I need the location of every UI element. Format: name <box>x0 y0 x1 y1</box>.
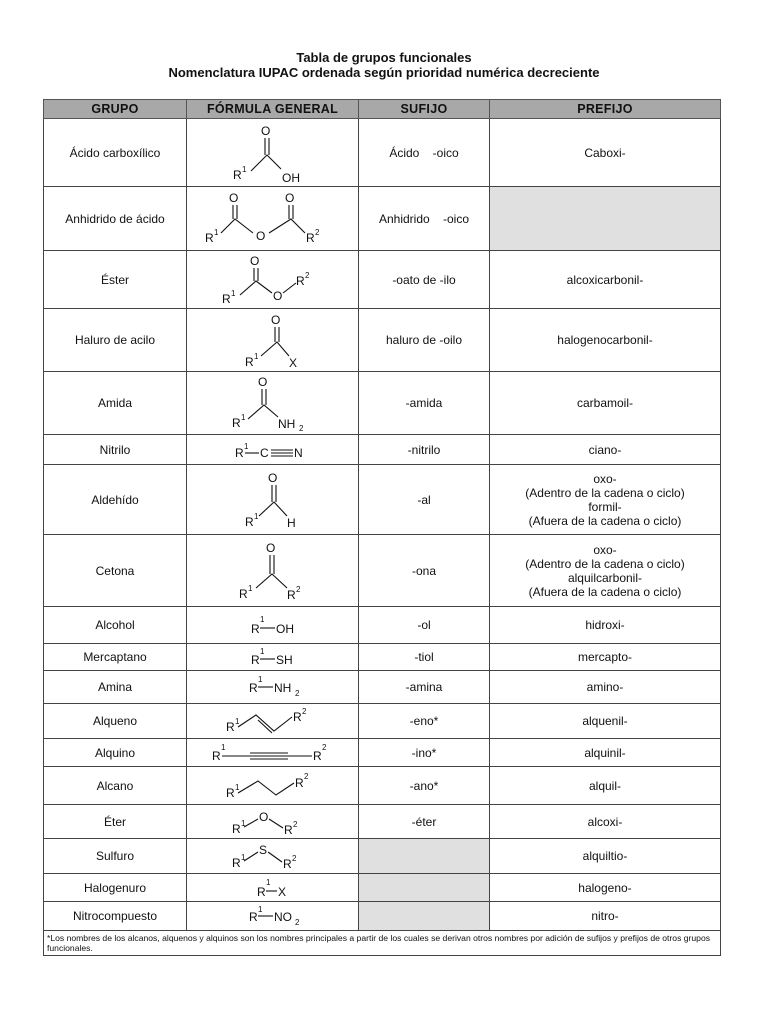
atom-label: O <box>249 253 259 268</box>
atom-label: 2 <box>303 771 308 781</box>
grupo-cell: Aldehído <box>44 465 187 535</box>
table-row <box>44 644 721 671</box>
atom-label: 1 <box>234 782 239 792</box>
grupo-cell: Halogenuro <box>44 874 187 902</box>
atom-label: 1 <box>257 905 262 914</box>
table-row <box>44 607 721 644</box>
prefijo-cell: carbamoil- <box>490 372 721 435</box>
atom-label: R <box>295 273 305 288</box>
atom-label: 1 <box>213 227 218 237</box>
sufijo-cell: -ona <box>359 535 490 607</box>
ester-structure-icon <box>218 253 328 307</box>
sufijo-cell: -ino* <box>359 739 490 767</box>
atom-label: R <box>225 720 235 734</box>
atom-label: R <box>221 291 231 306</box>
atom-label: 1 <box>241 164 246 174</box>
grupo-cell: Alcano <box>44 767 187 805</box>
sulfide-structure-icon <box>218 840 328 872</box>
aldehyde-structure-icon <box>223 468 323 532</box>
atom-label: R <box>232 167 242 182</box>
grupo-cell: Éster <box>44 251 187 309</box>
grupo-cell: Amina <box>44 671 187 704</box>
atom-label: 1 <box>247 583 252 593</box>
atom-label: R <box>250 653 260 667</box>
prefijo-cell: amino- <box>490 671 721 704</box>
acyl-halide-structure-icon <box>223 310 323 370</box>
atom-label: 1 <box>240 818 245 828</box>
atom-label: R <box>283 822 293 837</box>
atom-label: O <box>265 540 275 555</box>
atom-label: 1 <box>230 288 235 298</box>
formula-cell <box>187 902 359 931</box>
table-row <box>44 465 721 535</box>
atom-label: O <box>267 470 277 485</box>
atom-label: R <box>204 230 214 245</box>
prefijo-cell: halogeno- <box>490 874 721 902</box>
grupo-cell: Alcohol <box>44 607 187 644</box>
atom-label: 1 <box>259 615 264 624</box>
amide-structure-icon <box>218 373 328 433</box>
formula-cell <box>187 839 359 874</box>
sufijo-cell-empty <box>359 902 490 931</box>
atom-label: 2 <box>304 270 309 280</box>
atom-label: R <box>225 785 235 800</box>
atom-label: R <box>286 587 296 602</box>
prefijo-line: (Adentro de la cadena o ciclo) <box>525 485 685 500</box>
page-title <box>0 50 768 80</box>
atom-label: O <box>272 288 282 303</box>
atom-label: SH <box>275 653 293 667</box>
prefijo-cell: ciano- <box>490 435 721 465</box>
atom-label: N <box>293 445 303 460</box>
atom-label: 2 <box>291 854 296 863</box>
table-row <box>44 739 721 767</box>
table-row <box>44 119 721 187</box>
formula-cell <box>187 465 359 535</box>
carboxylic-acid-structure-icon <box>223 121 323 185</box>
atom-label: R <box>234 445 244 460</box>
sufijo-cell: -nitrilo <box>359 435 490 465</box>
atom-label: 1 <box>253 352 258 361</box>
prefijo-cell: alquil- <box>490 767 721 805</box>
sufijo-cell-empty <box>359 874 490 902</box>
atom-label: 1 <box>257 675 262 684</box>
grupo-cell: Anhidrido de ácido <box>44 187 187 251</box>
halide-structure-icon <box>223 875 323 901</box>
atom-label: R <box>282 857 292 871</box>
atom-label: 1 <box>234 717 239 726</box>
atom-label: O <box>258 809 268 824</box>
atom-label: C <box>259 445 269 460</box>
sufijo-cell: -eno* <box>359 704 490 739</box>
prefijo-cell: alcoxicarbonil- <box>490 251 721 309</box>
table-row <box>44 251 721 309</box>
table-row <box>44 902 721 931</box>
sufijo-cell: -tiol <box>359 644 490 671</box>
thiol-structure-icon <box>223 645 323 669</box>
prefijo-cell <box>490 465 721 535</box>
table-row <box>44 535 721 607</box>
prefijo-cell: hidroxi- <box>490 607 721 644</box>
atom-label: NO <box>273 910 292 924</box>
atom-label: O <box>228 190 238 205</box>
sufijo-cell: -oato de -ilo <box>359 251 490 309</box>
atom-label: S <box>258 843 267 857</box>
prefijo-line: oxo- <box>593 542 617 557</box>
grupo-cell: Sulfuro <box>44 839 187 874</box>
formula-cell <box>187 119 359 187</box>
footnote: *Los nombres de los alcanos, alquenos y alquinos son los nombres principales a partir de los cuales se derivan otros nombres por adición de sufijos y prefijos de otros grupos funcionales. <box>44 931 721 956</box>
prefijo-cell <box>490 535 721 607</box>
prefijo-line: oxo- <box>593 471 617 486</box>
atom-label: 2 <box>314 227 319 237</box>
prefijo-line: (Adentro de la cadena o ciclo) <box>525 556 685 571</box>
atom-label: R <box>211 748 221 763</box>
title-line-2: Nomenclatura IUPAC ordenada según prioridad numérica decreciente <box>168 65 600 80</box>
functional-groups-table <box>43 99 721 956</box>
atom-label: 2 <box>294 689 299 698</box>
atom-label: R <box>244 514 254 529</box>
formula-cell <box>187 805 359 839</box>
prefijo-line: alquilcarbonil- <box>567 570 643 585</box>
atom-label: O <box>284 190 294 205</box>
grupo-cell: Mercaptano <box>44 644 187 671</box>
atom-label: R <box>231 856 241 870</box>
atom-label: X <box>288 356 297 370</box>
grupo-cell: Nitrocompuesto <box>44 902 187 931</box>
amine-structure-icon <box>223 672 323 702</box>
prefijo-line: formil- <box>588 499 622 514</box>
grupo-cell: Cetona <box>44 535 187 607</box>
atom-label: R <box>256 884 266 899</box>
formula-cell <box>187 607 359 644</box>
header-sufijo: SUFIJO <box>359 100 490 119</box>
grupo-cell: Ácido carboxílico <box>44 119 187 187</box>
table-row <box>44 874 721 902</box>
atom-label: R <box>312 748 322 763</box>
footnote-row <box>44 931 721 956</box>
prefijo-cell: alcoxi- <box>490 805 721 839</box>
header-grupo: GRUPO <box>44 100 187 119</box>
alkyne-structure-icon <box>208 741 338 765</box>
atom-label: R <box>294 775 304 790</box>
atom-label: 2 <box>292 819 297 829</box>
formula-cell <box>187 535 359 607</box>
prefijo-cell: Caboxi- <box>490 119 721 187</box>
atom-label: 1 <box>240 413 245 422</box>
atom-label: 2 <box>298 424 303 433</box>
prefijo-cell: nitro- <box>490 902 721 931</box>
grupo-cell: Amida <box>44 372 187 435</box>
atom-label: 1 <box>243 441 248 451</box>
grupo-cell: Alqueno <box>44 704 187 739</box>
atom-label: 2 <box>295 584 300 594</box>
alcohol-structure-icon <box>223 610 323 640</box>
table-row <box>44 372 721 435</box>
formula-cell <box>187 739 359 767</box>
atom-label: O <box>270 313 280 327</box>
atom-label: 2 <box>301 707 306 716</box>
atom-label: 1 <box>265 877 270 887</box>
prefijo-line: (Afuera de la cadena o ciclo) <box>528 513 682 528</box>
atom-label: R <box>248 681 258 695</box>
atom-label: 1 <box>220 742 225 752</box>
prefijo-cell: alquinil- <box>490 739 721 767</box>
formula-cell <box>187 372 359 435</box>
formula-cell <box>187 435 359 465</box>
atom-label: OH <box>281 170 300 185</box>
prefijo-cell: halogenocarbonil- <box>490 309 721 372</box>
ketone-structure-icon <box>223 538 323 604</box>
atom-label: R <box>238 586 248 601</box>
atom-label: X <box>277 884 286 899</box>
atom-label: O <box>255 228 265 243</box>
sufijo-cell-empty <box>359 839 490 874</box>
atom-label: 2 <box>294 918 299 927</box>
formula-cell <box>187 874 359 902</box>
table-row <box>44 805 721 839</box>
atom-label: R <box>250 622 260 636</box>
sufijo-cell: -ano* <box>359 767 490 805</box>
sufijo-cell: Ácido -oico <box>359 119 490 187</box>
alkene-structure-icon <box>218 705 328 737</box>
atom-label: 1 <box>240 853 245 862</box>
sufijo-cell: Anhidrido -oico <box>359 187 490 251</box>
atom-label: R <box>305 230 315 245</box>
header-formula: FÓRMULA GENERAL <box>187 100 359 119</box>
table-row <box>44 839 721 874</box>
atom-label: H <box>286 515 296 530</box>
sufijo-cell: -amina <box>359 671 490 704</box>
table-row <box>44 309 721 372</box>
prefijo-line: (Afuera de la cadena o ciclo) <box>528 584 682 599</box>
grupo-cell: Nitrilo <box>44 435 187 465</box>
table-row <box>44 187 721 251</box>
atom-label: R <box>231 416 241 430</box>
header-prefijo: PREFIJO <box>490 100 721 119</box>
atom-label: R <box>248 910 258 924</box>
table-row <box>44 767 721 805</box>
atom-label: NH <box>277 417 295 431</box>
atom-label: O <box>260 123 270 138</box>
atom-label: 1 <box>259 647 264 656</box>
atom-label: R <box>244 355 254 369</box>
atom-label: 2 <box>321 742 326 752</box>
grupo-cell: Éter <box>44 805 187 839</box>
acid-anhydride-structure-icon <box>203 189 343 249</box>
prefijo-cell: mercapto- <box>490 644 721 671</box>
prefijo-cell: alquiltio- <box>490 839 721 874</box>
atom-label: 1 <box>253 511 258 521</box>
atom-label: OH <box>275 622 294 636</box>
sufijo-cell: -éter <box>359 805 490 839</box>
nitro-structure-icon <box>223 903 323 929</box>
ether-structure-icon <box>218 807 328 837</box>
sufijo-cell: -ol <box>359 607 490 644</box>
alkane-structure-icon <box>218 769 328 803</box>
formula-cell <box>187 251 359 309</box>
atom-label: NH <box>273 681 291 695</box>
atom-label: R <box>231 821 241 836</box>
table-header-row <box>44 100 721 119</box>
table-row <box>44 704 721 739</box>
formula-cell <box>187 309 359 372</box>
table-row <box>44 435 721 465</box>
prefijo-cell-empty <box>490 187 721 251</box>
sufijo-cell: -al <box>359 465 490 535</box>
grupo-cell: Haluro de acilo <box>44 309 187 372</box>
grupo-cell: Alquino <box>44 739 187 767</box>
prefijo-cell: alquenil- <box>490 704 721 739</box>
title-line-1: Tabla de grupos funcionales <box>296 50 472 65</box>
sufijo-cell: haluro de -oilo <box>359 309 490 372</box>
formula-cell <box>187 704 359 739</box>
formula-cell <box>187 767 359 805</box>
nitrile-structure-icon <box>223 437 323 463</box>
table-row <box>44 671 721 704</box>
sufijo-cell: -amida <box>359 372 490 435</box>
atom-label: R <box>292 710 302 724</box>
formula-cell <box>187 671 359 704</box>
formula-cell <box>187 644 359 671</box>
formula-cell <box>187 187 359 251</box>
atom-label: O <box>257 375 267 389</box>
